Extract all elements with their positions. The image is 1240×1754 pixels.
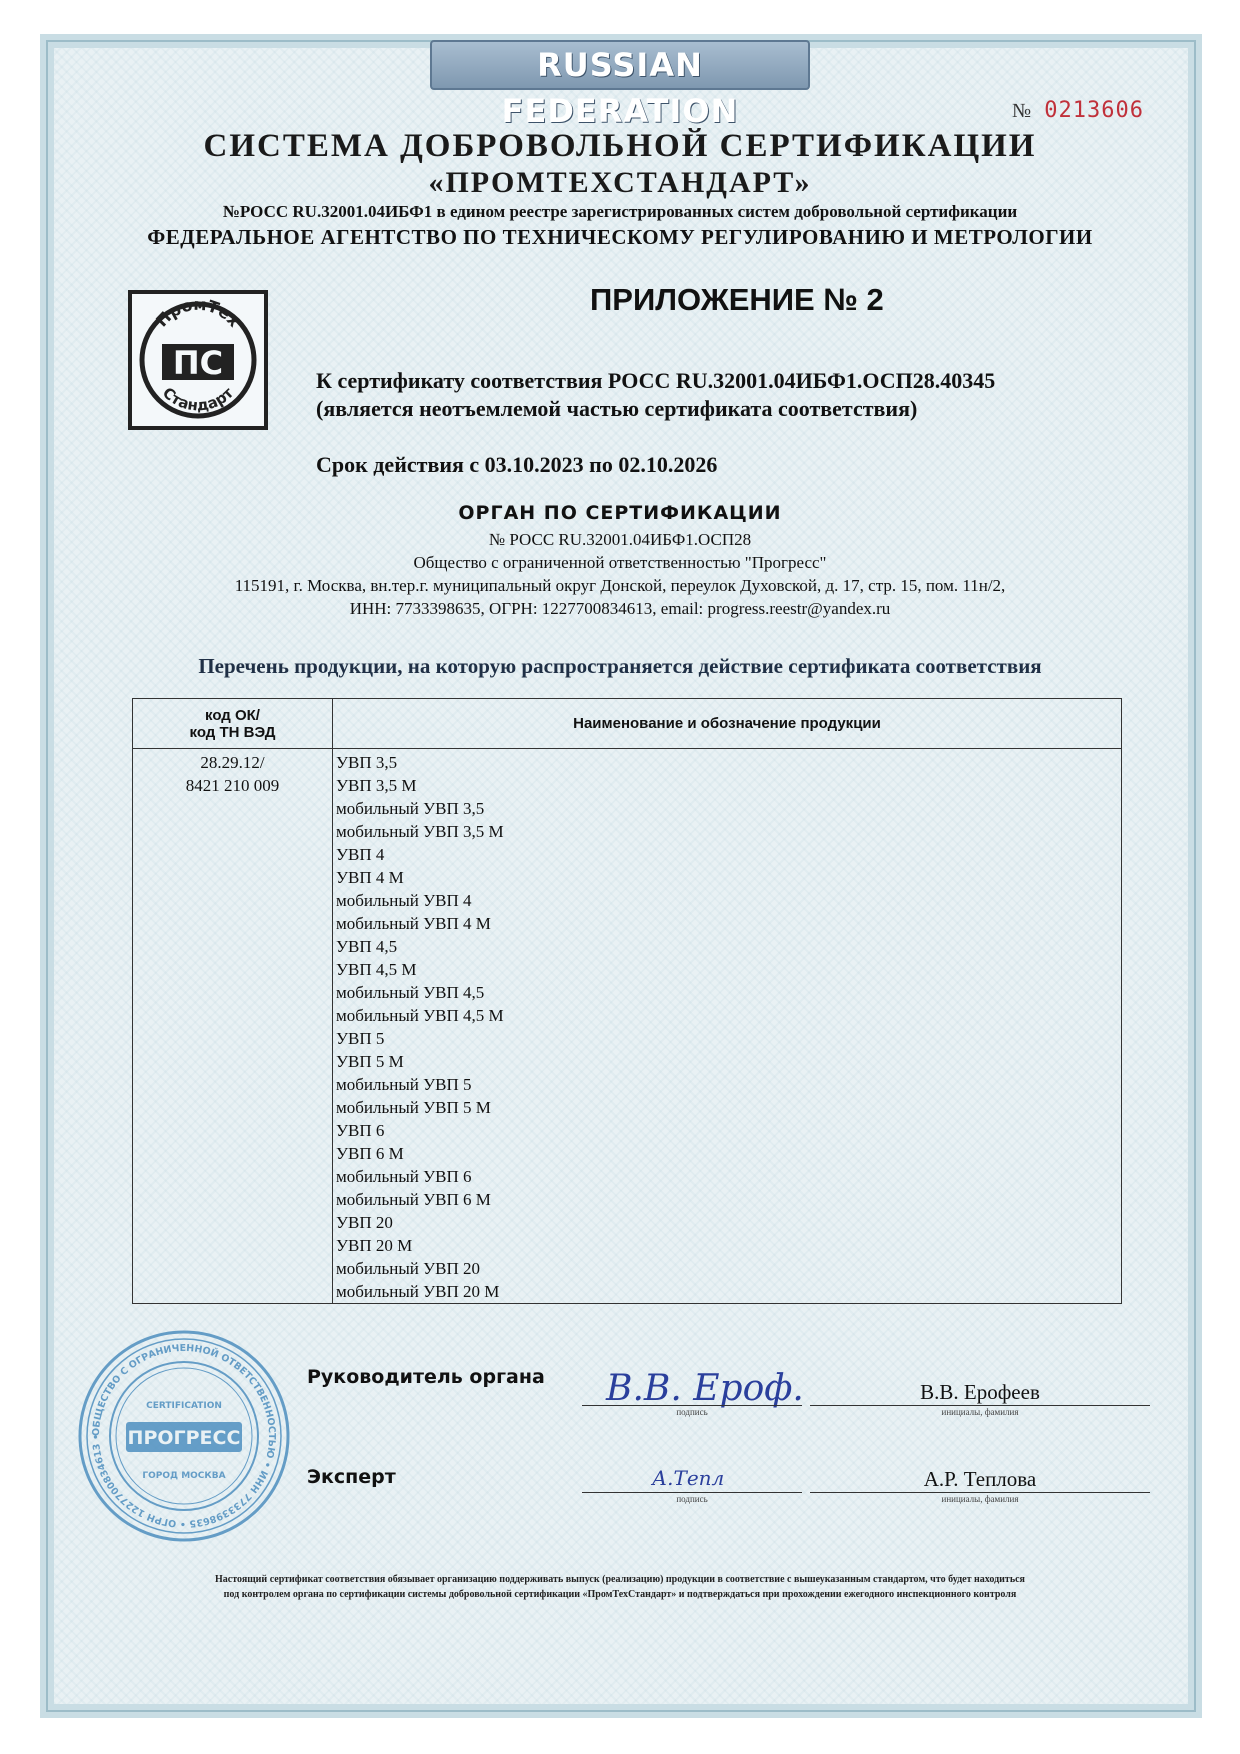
- product-code-cell: [133, 749, 333, 1304]
- company-seal-stamp: [74, 1326, 294, 1546]
- serial-number: [1012, 98, 1144, 123]
- product-item: УВП 6: [336, 1121, 385, 1140]
- logo-mark: ПС: [172, 344, 224, 382]
- serial-label: №: [1011, 100, 1032, 122]
- expert-label: Эксперт: [307, 1466, 396, 1488]
- product-item: УВП 3,5 М: [336, 776, 417, 795]
- product-item: мобильный УВП 3,5 М: [336, 822, 504, 841]
- expert-signature-caption: подпись: [676, 1494, 708, 1504]
- seal-banner-text: CERTIFICATION: [146, 1401, 222, 1411]
- column-name: Наименование и обозначение продукции: [333, 699, 1122, 749]
- column-code-line1: код ОК/: [205, 706, 260, 724]
- head-name-line: [810, 1405, 1150, 1406]
- validity-period: Срок действия с 03.10.2023 по 02.10.2026: [316, 452, 718, 477]
- expert-name-line: [810, 1492, 1150, 1493]
- product-list-heading: Перечень продукции, на которую распространяется действие сертификата соответствия: [198, 654, 1042, 678]
- product-item: мобильный УВП 3,5: [336, 799, 485, 818]
- system-name: «ПРОМТЕХСТАНДАРТ»: [428, 166, 812, 199]
- serial-value: 0213606: [1044, 98, 1144, 123]
- column-code: [133, 699, 333, 749]
- product-item: УВП 5: [336, 1029, 385, 1048]
- organ-number: № РОСС RU.32001.04ИБФ1.ОСП28: [488, 530, 752, 549]
- product-item: УВП 5 М: [336, 1052, 404, 1071]
- agency-name: ФЕДЕРАЛЬНОЕ АГЕНТСТВО ПО ТЕХНИЧЕСКОМУ РЕГУЛИРОВАНИЮ И МЕТРОЛОГИИ: [147, 225, 1093, 249]
- expert-name: А.Р. Теплова: [923, 1467, 1037, 1491]
- product-item: мобильный УВП 20 М: [336, 1282, 500, 1301]
- footer-note: [110, 1572, 1130, 1602]
- organ-heading: ОРГАН ПО СЕРТИФИКАЦИИ: [458, 502, 782, 524]
- organ-ids: ИНН: 7733398635, ОГРН: 1227700834613, email: progress.reestr@yandex.ru: [349, 599, 891, 618]
- registry-line: №РОСС RU.32001.04ИБФ1 в едином реестре зарегистрированных систем добровольной сертификации: [222, 202, 1018, 221]
- appendix-title: ПРИЛОЖЕНИЕ № 2: [590, 282, 884, 317]
- certificate-reference: К сертификату соответствия РОСС RU.32001.04ИБФ1.ОСП28.40345: [316, 368, 996, 393]
- product-item: мобильный УВП 4 М: [336, 914, 491, 933]
- column-code-line2: код ТН ВЭД: [189, 723, 276, 741]
- footer-line-1: Настоящий сертификат соответствия обязывает организацию поддерживать выпуск (реализацию) продукции в соответствие с вышеуказанным стандартом, что будет находиться: [215, 1574, 1025, 1585]
- product-item: мобильный УВП 4,5 М: [336, 1006, 504, 1025]
- expert-name-caption: инициалы, фамилия: [941, 1494, 1019, 1504]
- product-code-line1: 28.29.12/: [200, 753, 265, 772]
- head-label: Руководитель органа: [307, 1366, 545, 1388]
- country-banner: RUSSIAN FEDERATION: [430, 40, 810, 90]
- product-names-cell: [333, 749, 1122, 1304]
- promtech-logo-icon: [128, 290, 268, 430]
- product-item: УВП 6 М: [336, 1144, 404, 1163]
- organ-company: Общество с ограниченной ответственностью "Прогресс": [413, 553, 827, 572]
- head-name-caption: инициалы, фамилия: [941, 1407, 1019, 1417]
- organ-address: 115191, г. Москва, вн.тер.г. муниципальный округ Донской, переулок Духовской, д. 17, стр. 15, пом. 11н/2,: [234, 576, 1006, 595]
- product-item: мобильный УВП 5 М: [336, 1098, 491, 1117]
- footer-line-2: под контролем органа по сертификации системы добровольной сертификации «ПромТехСтандарт» и подтверждаться при прохождении ежегодного инспекционного контроля: [223, 1589, 1017, 1600]
- logo-bottom-text: Стандарт: [158, 383, 238, 415]
- product-item: мобильный УВП 20: [336, 1259, 481, 1278]
- certificate-note: (является неотъемлемой частью сертификата соответствия): [316, 396, 918, 421]
- product-item: УВП 20: [336, 1213, 393, 1232]
- seal-ring-text: ОБЩЕСТВО С ОГРАНИЧЕННОЙ ОТВЕТСТВЕННОСТЬЮ • ИНН 7733398635 • ОГРН 1227700834613 •: [90, 1342, 278, 1530]
- logo-top-text: ПромТех: [152, 294, 245, 331]
- product-item: УВП 4,5 М: [336, 960, 417, 979]
- product-item: УВП 4 М: [336, 868, 404, 887]
- head-signature-line: [582, 1405, 802, 1406]
- product-item: мобильный УВП 4,5: [336, 983, 485, 1002]
- product-table: [132, 698, 1122, 1304]
- product-item: мобильный УВП 6: [336, 1167, 472, 1186]
- head-signature-caption: подпись: [676, 1407, 708, 1417]
- table-row: [133, 749, 1122, 1304]
- system-title: СИСТЕМА ДОБРОВОЛЬНОЙ СЕРТИФИКАЦИИ: [203, 128, 1037, 164]
- expert-signature: А.Тепл: [652, 1466, 725, 1490]
- product-item: мобильный УВП 5: [336, 1075, 472, 1094]
- seal-center-text: ПРОГРЕСС: [127, 1427, 241, 1449]
- expert-signature-line: [582, 1492, 802, 1493]
- seal-bottom-text: ГОРОД МОСКВА: [142, 1471, 226, 1481]
- product-item: мобильный УВП 6 М: [336, 1190, 491, 1209]
- head-name: В.В. Ерофеев: [920, 1380, 1040, 1404]
- product-item: УВП 4,5: [336, 937, 398, 956]
- product-code-line2: 8421 210 009: [185, 776, 280, 795]
- product-item: УВП 3,5: [336, 753, 398, 772]
- head-signature: В.В. Ероф.: [606, 1368, 804, 1409]
- product-item: УВП 4: [336, 845, 385, 864]
- product-item: мобильный УВП 4: [336, 891, 472, 910]
- product-item: УВП 20 М: [336, 1236, 413, 1255]
- product-table-header: [133, 699, 1122, 749]
